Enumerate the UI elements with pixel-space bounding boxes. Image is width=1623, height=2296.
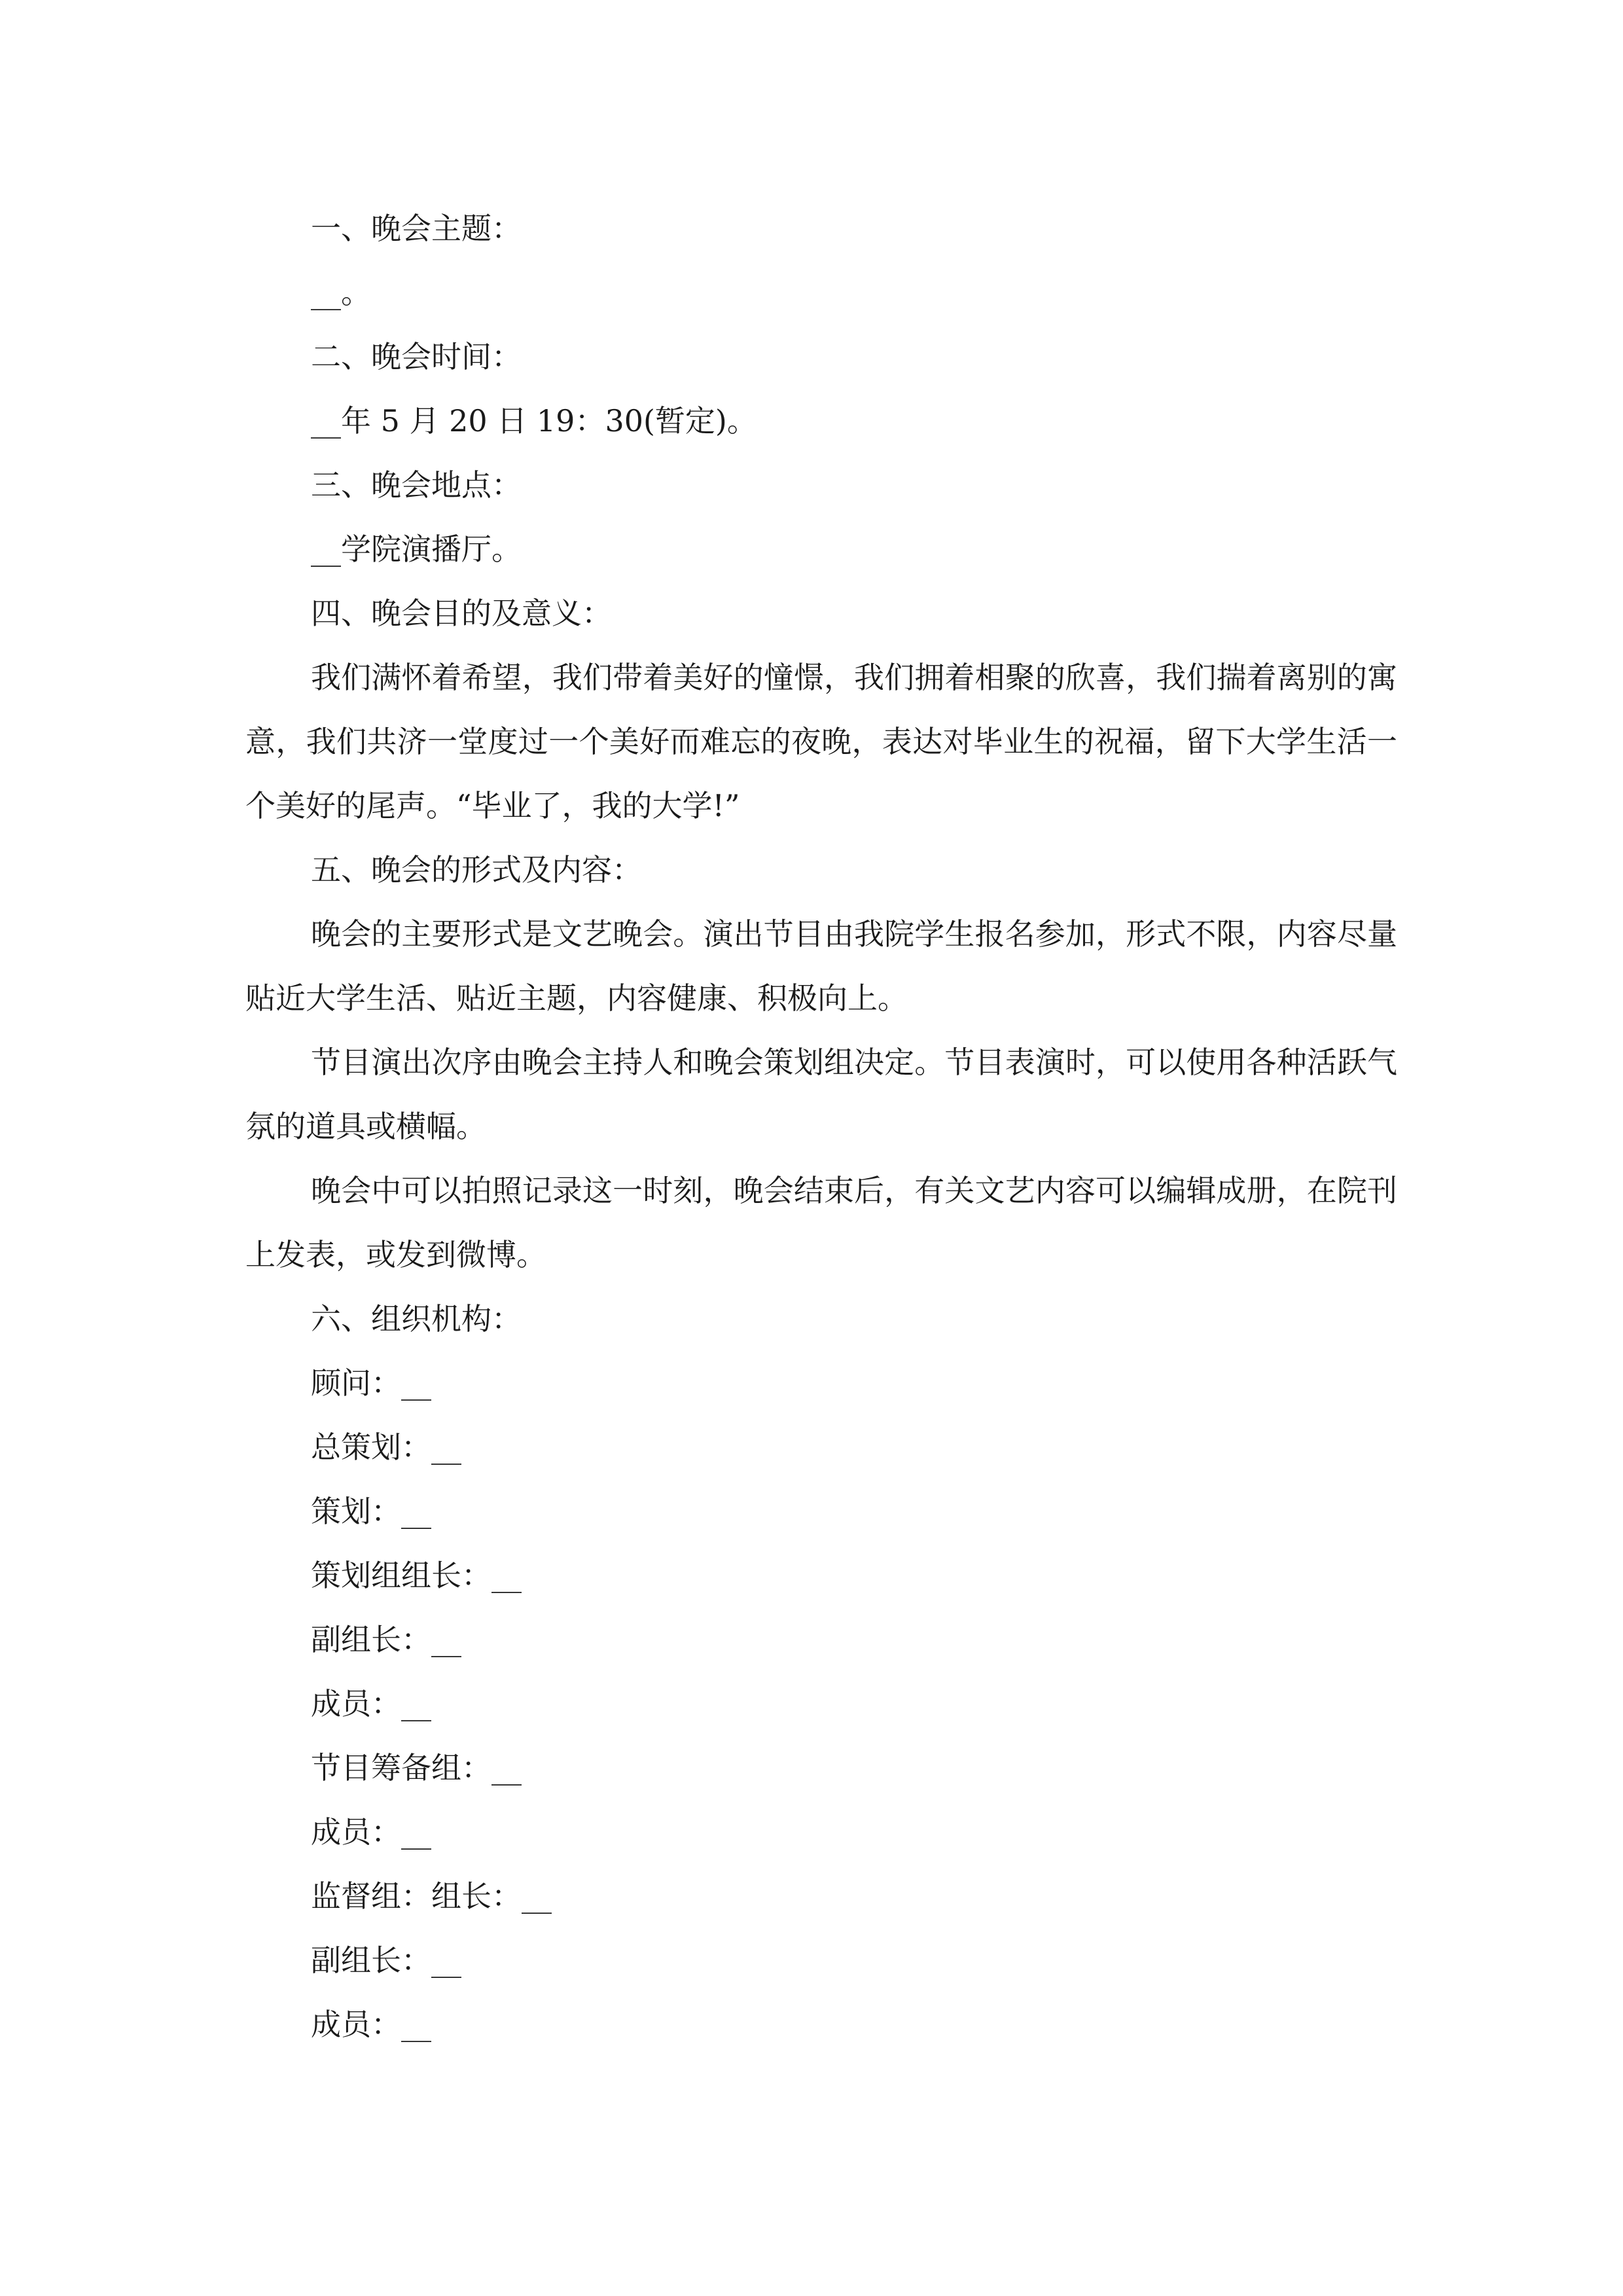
org-item: 成员：__ [311,1814,431,1850]
org-item: 策划：__ [311,1494,431,1529]
org-item: 节目筹备组：__ [311,1750,522,1785]
section-heading-venue: 三、晚会地点： [311,467,522,503]
section-heading-organization: 六、组织机构： [311,1301,522,1336]
form-paragraph: 晚会的主要形式是文艺晚会。演出节目由我院学生报名参加，形式不限，内容尽量贴近大学生活、贴近主题，内容健康、积极向上。 [245,916,1397,1016]
org-item: 策划组组长：__ [311,1558,522,1593]
section-heading-purpose: 四、晚会目的及意义： [311,596,612,631]
org-item: 总策划：__ [311,1429,461,1465]
section-content-venue: __学院演播厅。 [311,531,522,567]
document-body [245,196,1397,2056]
form-paragraph: 节目演出次序由晚会主持人和晚会策划组决定。节目表演时，可以使用各种活跃气氛的道具或横幅。 [245,1045,1397,1144]
section-content-theme: __。 [311,275,371,310]
section-heading-form: 五、晚会的形式及内容： [311,852,642,888]
org-item: 副组长：__ [311,1622,461,1657]
section-heading-time: 二、晚会时间： [311,339,522,374]
section-content-time: __年 5 月 20 日 19：30(暂定)。 [311,403,757,439]
section-heading-theme: 一、晚会主题： [311,211,522,246]
org-item: 副组长：__ [311,1943,461,1978]
purpose-paragraph: 我们满怀着希望，我们带着美好的憧憬，我们拥着相聚的欣喜，我们揣着离别的寓意，我们共济一堂度过一个美好而难忘的夜晚，表达对毕业生的祝福，留下大学生活一个美好的尾声。“毕业了，我的大学!” [245,660,1397,823]
org-item: 成员：__ [311,2007,431,2042]
org-item: 成员：__ [311,1686,431,1721]
org-item: 监督组：组长：__ [311,1878,552,1914]
form-paragraph: 晚会中可以拍照记录这一时刻，晚会结束后，有关文艺内容可以编辑成册，在院刊上发表，或发到微博。 [245,1173,1397,1272]
org-item: 顾问：__ [311,1365,431,1401]
